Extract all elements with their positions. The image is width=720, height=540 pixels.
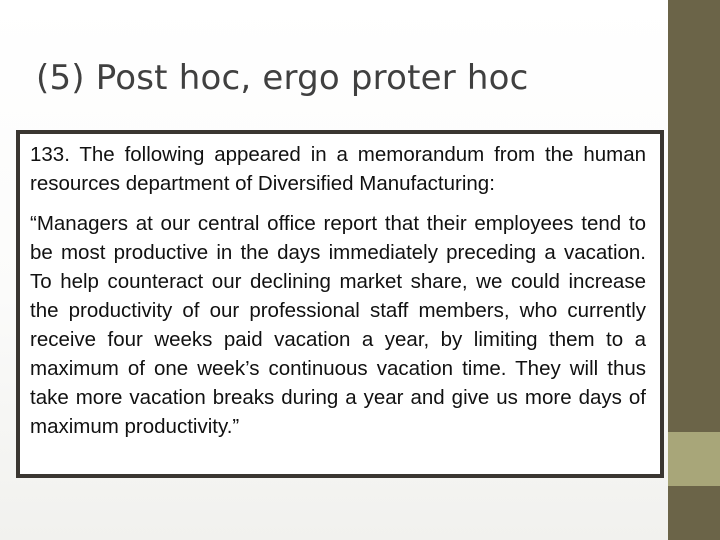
sidebar-accent-block [668, 432, 720, 486]
memo-text-box [16, 130, 664, 478]
memo-quote: “Managers at our central office report that their employees tend to be most productive in the days immediately preceding a vacation. To help counteract our declining market share, we could increase the productivity of our professional staff members, who currently receive four weeks paid vacation a year, by limiting them to a maximum of one week’s continuous vacation time. They will thus take more vacation breaks during a year and give us more days of maximum productivity.” [30, 212, 646, 438]
slide-title: (5) Post hoc, ergo proter hoc [36, 58, 529, 98]
memo-intro: 133. The following appeared in a memorandum from the human resources department of Diversified Manufacturing: [30, 143, 646, 195]
